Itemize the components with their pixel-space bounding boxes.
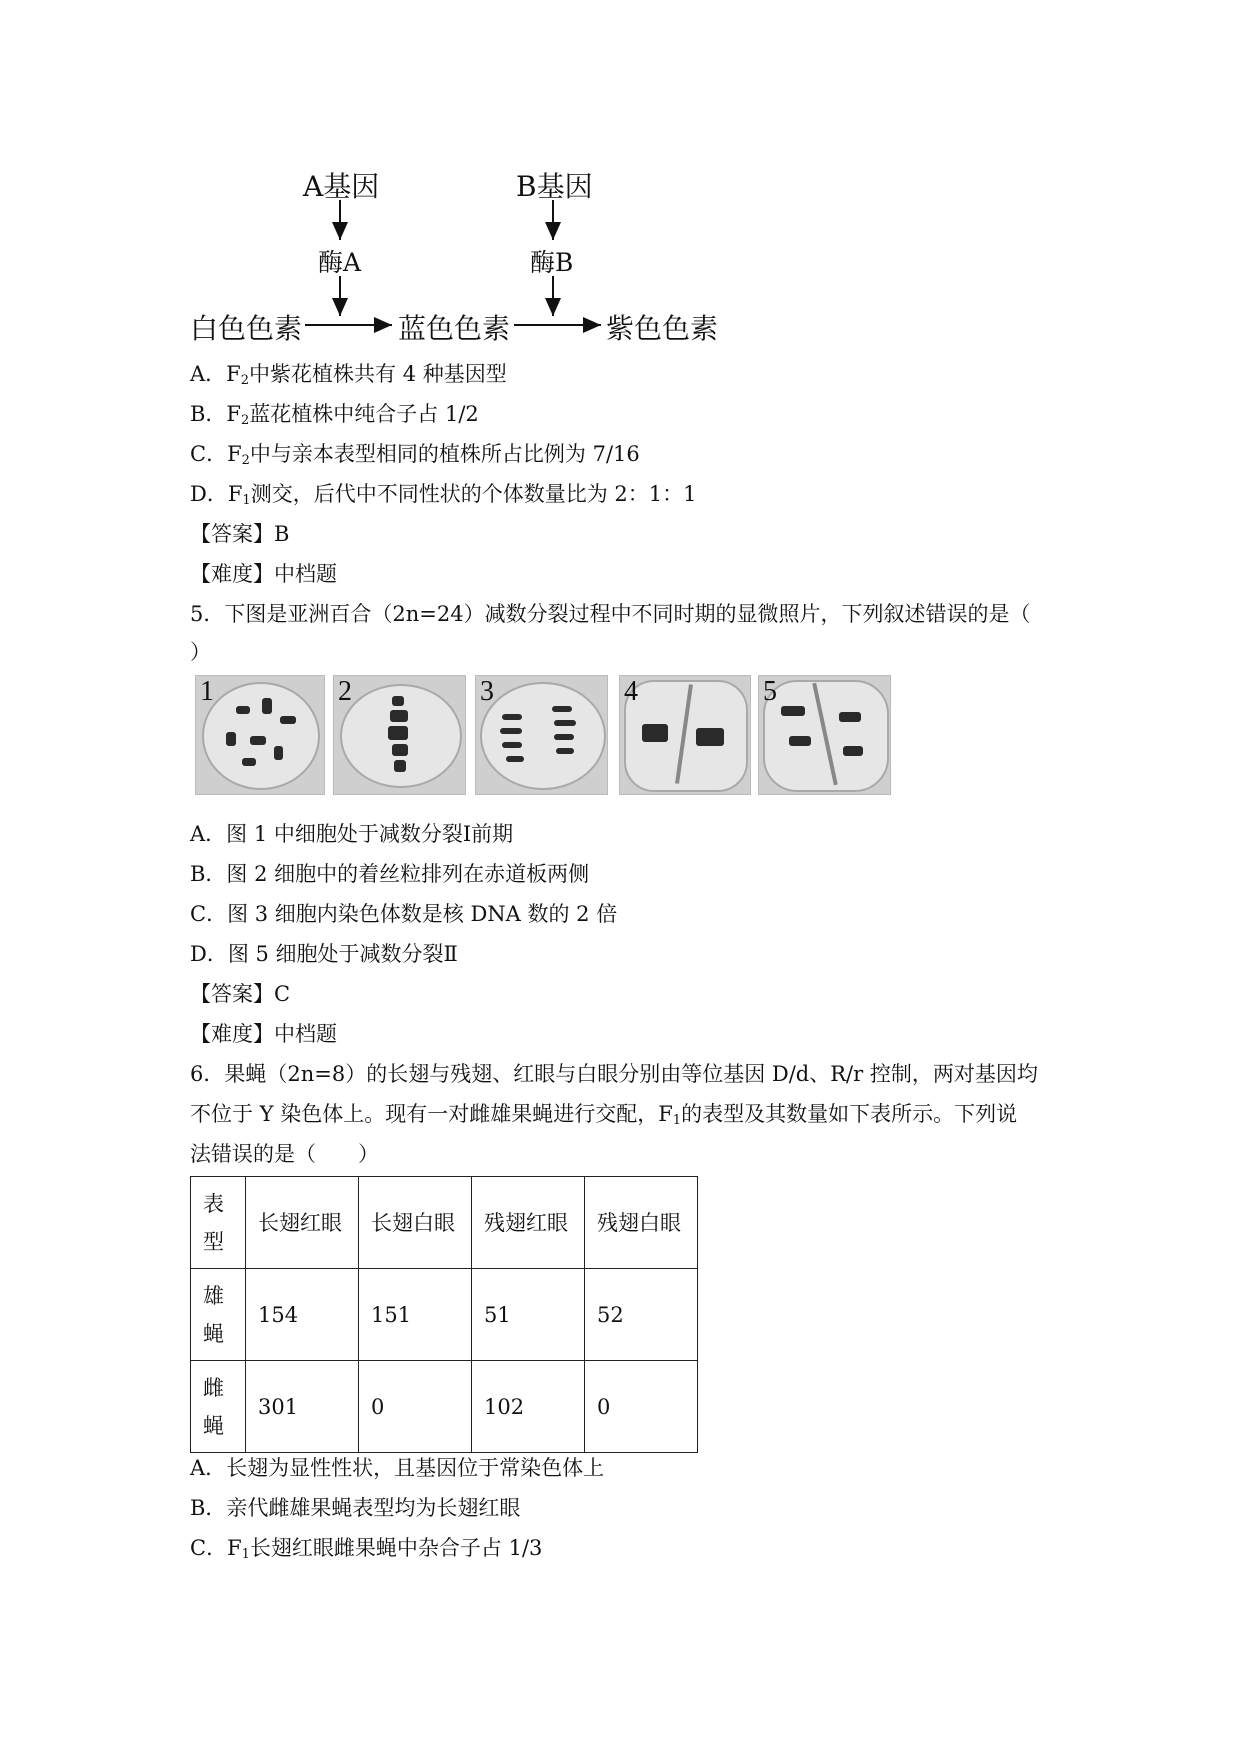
q6-stem-line2: 不位于 Y 染色体上。现有一对雌雄果蝇进行交配，$F_1$的表型及其数量如下表所示。下列说	[190, 1102, 1018, 1128]
gene-a-label: A基因	[303, 170, 380, 203]
table-header-cell: 长翅白眼	[359, 1177, 472, 1269]
q4-answer: 【答案】B	[190, 522, 290, 546]
q4-difficulty: 【难度】中档题	[190, 562, 337, 586]
q5-option-a: A．图 1 中细胞处于减数分裂Ⅰ前期	[190, 822, 514, 846]
table-header-cell: 残翅白眼	[585, 1177, 698, 1269]
table-cell: 雌蝇	[191, 1361, 246, 1453]
micrograph-1	[195, 675, 325, 795]
table-cell: 雄蝇	[191, 1269, 246, 1361]
table-row	[191, 1361, 698, 1453]
table-cell: 301	[246, 1361, 359, 1453]
micrograph-5-label: 5	[763, 676, 777, 707]
table-row	[191, 1269, 698, 1361]
phenotype-table	[190, 1176, 698, 1453]
pigment-white-label: 白色色素	[190, 312, 303, 345]
q4-option-c: C．$F_2$中与亲本表型相同的植株所占比例为 7/16	[190, 442, 640, 468]
micrograph-1-label: 1	[200, 676, 214, 707]
table-cell: 0	[359, 1361, 472, 1453]
micrograph-2-label: 2	[338, 676, 352, 707]
q4-option-d: D．$F_1$测交，后代中不同性状的个体数量比为 2：1：1	[190, 482, 697, 508]
table-cell: 52	[585, 1269, 698, 1361]
q5-option-d: D．图 5 细胞处于减数分裂Ⅱ	[190, 942, 458, 966]
q6-stem-line3: 法错误的是（ ）	[190, 1142, 379, 1166]
q6-option-b: B．亲代雌雄果蝇表型均为长翅红眼	[190, 1496, 521, 1520]
enzyme-b-label: 酶B	[530, 248, 574, 277]
enzyme-a-label: 酶A	[318, 248, 362, 277]
q5-stem: 5．下图是亚洲百合（2n=24）减数分裂过程中不同时期的显微照片，下列叙述错误的是（	[190, 602, 1031, 626]
table-cell: 51	[472, 1269, 585, 1361]
micrograph-4	[619, 675, 751, 795]
q5-stem-cont: ）	[190, 640, 211, 664]
q4-option-b: B．$F_2$蓝花植株中纯合子占 1/2	[190, 402, 479, 428]
micrograph-2	[333, 675, 466, 795]
micrograph-4-label: 4	[624, 676, 638, 707]
table-header-row	[191, 1177, 698, 1269]
q5-difficulty: 【难度】中档题	[190, 1022, 337, 1046]
micrograph-5	[758, 675, 891, 795]
q6-option-c: C．$F_1$长翅红眼雌果蝇中杂合子占 1/3	[190, 1536, 543, 1562]
pigment-blue-label: 蓝色色素	[398, 312, 511, 345]
table-cell: 0	[585, 1361, 698, 1453]
q6-option-a: A．长翅为显性性状，且基因位于常染色体上	[190, 1456, 605, 1480]
q5-option-c: C．图 3 细胞内染色体数是核 DNA 数的 2 倍	[190, 902, 618, 926]
q4-option-a: A．$F_2$中紫花植株共有 4 种基因型	[190, 362, 507, 388]
table-cell: 151	[359, 1269, 472, 1361]
q5-answer: 【答案】C	[190, 982, 291, 1006]
q5-option-b: B．图 2 细胞中的着丝粒排列在赤道板两侧	[190, 862, 590, 886]
table-cell: 154	[246, 1269, 359, 1361]
q6-stem: 6．果蝇（2n=8）的长翅与残翅、红眼与白眼分别由等位基因 D/d、R/r 控制，两对基因均	[190, 1062, 1038, 1086]
table-header-cell: 长翅红眼	[246, 1177, 359, 1269]
table-header-cell: 残翅红眼	[472, 1177, 585, 1269]
table-header-cell: 表型	[191, 1177, 246, 1269]
pigment-purple-label: 紫色色素	[606, 312, 719, 345]
micrograph-3-label: 3	[480, 676, 494, 707]
table-cell: 102	[472, 1361, 585, 1453]
micrograph-3	[475, 675, 608, 795]
gene-b-label: B基因	[516, 170, 593, 203]
pathway-arrows	[0, 0, 1240, 360]
